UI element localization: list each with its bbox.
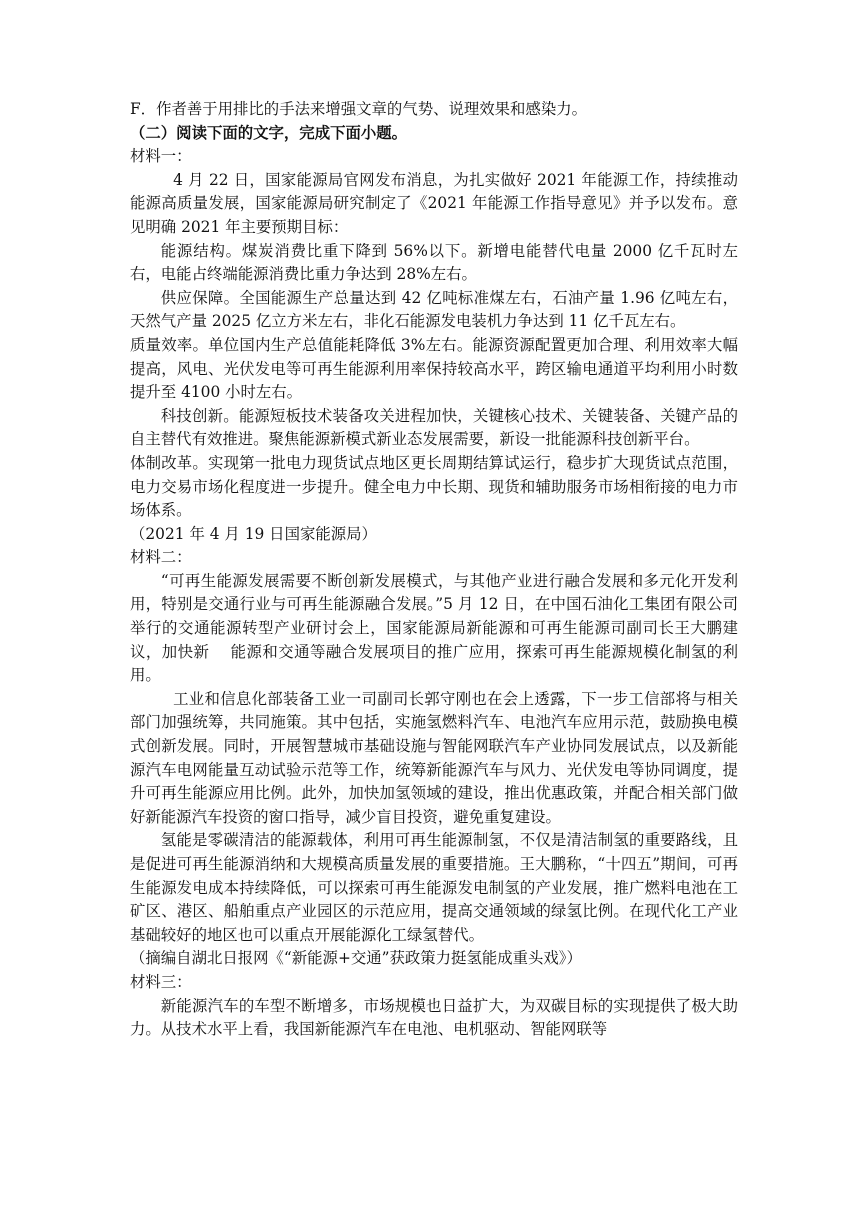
material1-label: 材料一： xyxy=(130,147,192,166)
section-title: （二）阅读下面的文字，完成下面小题。 xyxy=(130,123,408,142)
material1-paragraph: 供应保障。全国能源生产总量达到 42 亿吨标准煤左右，石油产量 1.96 亿吨左右，天然气产量 2025 亿立方米左右，非化石能源发电装机力争达到 11 亿千瓦左右。 xyxy=(130,288,738,331)
material2-paragraph: 工业和信息化部装备工业一司副司长郭守刚也在会上透露，下一步工信部将与相关部门加强统筹，共同施策。其中包括，实施氢燃料汽车、电池汽车应用示范，鼓励换电模式创新发展。同时，开展智慧城市基础设施与智能网联汽车产业协同发展试点，以及新能源汽车电网能量互动试验示范等工作，统筹新能源汽车与风力、光伏发电等协同调度，提升可再生能源应用比例。此外，加快加氢领域的建设，推出优惠政策，并配合相关部门做好新能源汽车投资的窗口指导，减少盲目投资，避免重复建设。 xyxy=(130,689,738,826)
material1-paragraph: 科技创新。能源短板技术装备攻关进程加快，关键核心技术、关键装备、关键产品的自主替代有效推进。聚焦能源新模式新业态发展需要，新设一批能源科技创新平台。 xyxy=(130,406,738,449)
material2-label: 材料二： xyxy=(130,548,192,567)
material1-paragraph: 能源结构。煤炭消费比重下降到 56%以下。新增电能替代电量 2000 亿千瓦时左右，电能占终端能源消费比重力争达到 28%左右。 xyxy=(130,241,738,284)
material2-source: （摘编自湖北日报网《“新能源+交通”获政策力挺氢能成重头戏》） xyxy=(130,949,582,968)
material1-paragraph: 4 月 22 日，国家能源局官网发布消息，为扎实做好 2021 年能源工作，持续推动能源高质量发展，国家能源局研究制定了《2021 年能源工作指导意见》并予以发布。意见明确 2021 年主要预期目标： xyxy=(130,170,738,236)
material2-paragraph: “可再生能源发展需要不断创新发展模式，与其他产业进行融合发展和多元化开发利用，特别是交通行业与可再生能源融合发展。”5 月 12 日，在中国石油化工集团有限公司举行的交通能源转型产业研讨会上，国家能源局新能源和可再生能源司副司长王大鹏建议，加快新 能源和交通等融合发展项目的推广应用，探索可再生能源规模化制氢的利用。 xyxy=(130,571,738,685)
material3-label: 材料三： xyxy=(130,972,192,991)
material3-paragraph: 新能源汽车的车型不断增多，市场规模也日益扩大，为双碳目标的实现提供了极大助力。从技术水平上看，我国新能源汽车在电池、电机驱动、智能网联等 xyxy=(130,996,738,1039)
material1-paragraph: 体制改革。实现第一批电力现货试点地区更长周期结算试运行，稳步扩大现货试点范围，电力交易市场化程度进一步提升。健全电力中长期、现货和辅助服务市场相衔接的电力市场体系。 xyxy=(130,453,738,520)
material2-paragraph: 氢能是零碳清洁的能源载体，利用可再生能源制氢，不仅是清洁制氢的重要路线，且是促进可再生能源消纳和大规模高质量发展的重要措施。王大鹏称，“十四五”期间，可再生能源发电成本持续降低，可以探索可再生能源发电制氢的产业发展，推广燃料电池在工矿区、港区、船舶重点产业园区的示范应用，提高交通领域的绿氢比例。在现代化工产业基础较好的地区也可以重点开展能源化工绿氢替代。 xyxy=(130,831,738,944)
option-f: F．作者善于用排比的手法来增强文章的气势、说理效果和感染力。 xyxy=(130,100,588,118)
material1-paragraph: 质量效率。单位国内生产总值能耗降低 3%左右。能源资源配置更加合理、利用效率大幅提高，风电、光伏发电等可再生能源利用率保持较高水平，跨区输电通道平均利用小时数提升至 4100 小时左右。 xyxy=(130,335,738,402)
material1-source: （2021 年 4 月 19 日国家能源局） xyxy=(130,524,377,543)
